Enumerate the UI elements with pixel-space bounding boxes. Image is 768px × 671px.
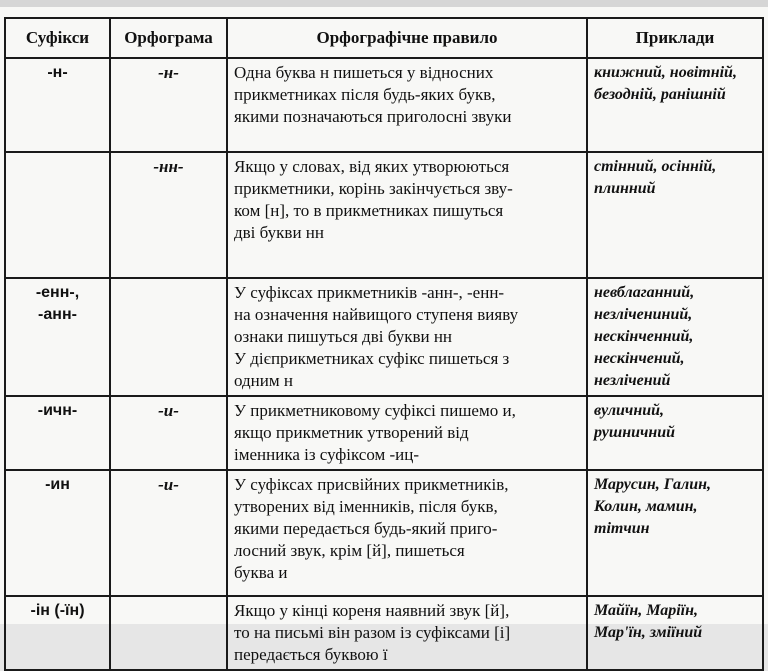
orthogram-cell: -нн- [110, 152, 227, 278]
rule-cell-line: Якщо у словах, від яких утворюються [234, 157, 510, 176]
examples-cell-line: плинний [594, 180, 656, 197]
suffix-cell-line: -ін (-їн) [30, 602, 85, 619]
examples-cell-line: Колин, мамин, [594, 498, 698, 515]
orthogram-cell [110, 278, 227, 396]
rule-cell-line: У прикметниковому суфіксі пишемо и, [234, 401, 516, 420]
table-row [5, 278, 763, 396]
rule-cell-line: У суфіксах прикметників -анн-, -енн- [234, 283, 505, 302]
rule-cell-line: буква и [234, 563, 288, 582]
examples-cell-line: Мар'їн, зміїний [594, 624, 703, 641]
suffix-cell [5, 58, 110, 152]
examples-cell-line: Марусин, Галин, [594, 476, 712, 493]
orthogram-cell: -и- [110, 470, 227, 596]
examples-cell-line: незлічений [594, 372, 671, 389]
rule-cell-line: утворених від іменників, після букв, [234, 497, 498, 516]
examples-cell-line: нескінчений, [594, 350, 685, 367]
suffix-cell-line: -ичн- [37, 402, 78, 419]
orthogram-cell: -н- [110, 58, 227, 152]
spelling-rules-table [4, 17, 764, 671]
document-page [0, 7, 768, 664]
examples-cell-line: вуличний, [594, 402, 665, 419]
suffix-cell-line: -ин [45, 476, 70, 493]
suffix-cell [5, 396, 110, 470]
examples-cell-line: рушничний [594, 424, 676, 441]
examples-cell [587, 396, 763, 470]
table-row [5, 152, 763, 278]
examples-cell [587, 278, 763, 396]
examples-cell-line: незлічениний, [594, 306, 693, 323]
suffix-cell [5, 596, 110, 670]
rule-cell-line: одним н [234, 371, 293, 390]
rule-cell-line: якими передається будь-який приго- [234, 519, 498, 538]
rule-cell-line: У дієприкметниках суфікс пишеться з [234, 349, 510, 368]
header-rule: Орфографічне правило [227, 18, 587, 58]
rule-cell-line: на означення найвищого ступеня вияву [234, 305, 519, 324]
rule-cell-line: У суфіксах присвійних прикметників, [234, 475, 509, 494]
rule-cell-line: лосний звук, крім [й], пишеться [234, 541, 465, 560]
suffix-cell [5, 470, 110, 596]
rule-cell [227, 396, 587, 470]
rule-cell [227, 58, 587, 152]
top-bar [0, 0, 768, 7]
examples-cell [587, 58, 763, 152]
table-row [5, 470, 763, 596]
rule-cell-line: дві букви нн [234, 223, 324, 242]
examples-cell-line: книжний, новітній, [594, 64, 737, 81]
examples-cell-line: безодній, ранішній [594, 86, 726, 103]
table-row [5, 596, 763, 670]
rule-cell [227, 470, 587, 596]
orthogram-cell [110, 596, 227, 670]
orthogram-cell: -и- [110, 396, 227, 470]
examples-cell [587, 596, 763, 670]
rule-cell-line: то на письмі він разом із суфіксами [і] [234, 623, 511, 642]
rule-cell-line: прикметники, корінь закінчується зву- [234, 179, 513, 198]
header-orthogram: Орфограма [110, 18, 227, 58]
rule-cell [227, 152, 587, 278]
header-suffix: Суфікси [5, 18, 110, 58]
rule-cell-line: Якщо у кінці кореня наявний звук [й], [234, 601, 510, 620]
examples-cell-line: невблаганний, [594, 284, 695, 301]
rule-cell-line: ком [н], то в прикметниках пишуться [234, 201, 504, 220]
suffix-cell-line: -н- [47, 64, 68, 81]
table-row [5, 58, 763, 152]
rule-cell [227, 278, 587, 396]
table-row [5, 396, 763, 470]
examples-cell-line: стінний, осінній, [594, 158, 717, 175]
header-examples: Приклади [587, 18, 763, 58]
table-header-row [5, 18, 763, 58]
examples-cell [587, 152, 763, 278]
rule-cell-line: ознаки пишуться дві букви нн [234, 327, 453, 346]
suffix-cell-line: -анн- [38, 306, 77, 323]
rule-cell-line: прикметниках після будь-яких букв, [234, 85, 496, 104]
rule-cell-line: іменника із суфіксом -иц- [234, 445, 420, 464]
suffix-cell [5, 278, 110, 396]
examples-cell-line: тітчин [594, 520, 650, 537]
rule-cell-line: Одна буква н пишеться у відносних [234, 63, 494, 82]
rule-cell-line: якими позначаються приголосні звуки [234, 107, 512, 126]
examples-cell [587, 470, 763, 596]
rule-cell [227, 596, 587, 670]
rule-cell-line: передається буквою ї [234, 645, 388, 664]
rule-cell-line: якщо прикметник утворений від [234, 423, 469, 442]
examples-cell-line: нескінченний, [594, 328, 694, 345]
table-body [5, 58, 763, 670]
suffix-cell-line: -енн-, [35, 284, 80, 301]
examples-cell-line: Майїн, Маріїн, [594, 602, 698, 619]
suffix-cell [5, 152, 110, 278]
